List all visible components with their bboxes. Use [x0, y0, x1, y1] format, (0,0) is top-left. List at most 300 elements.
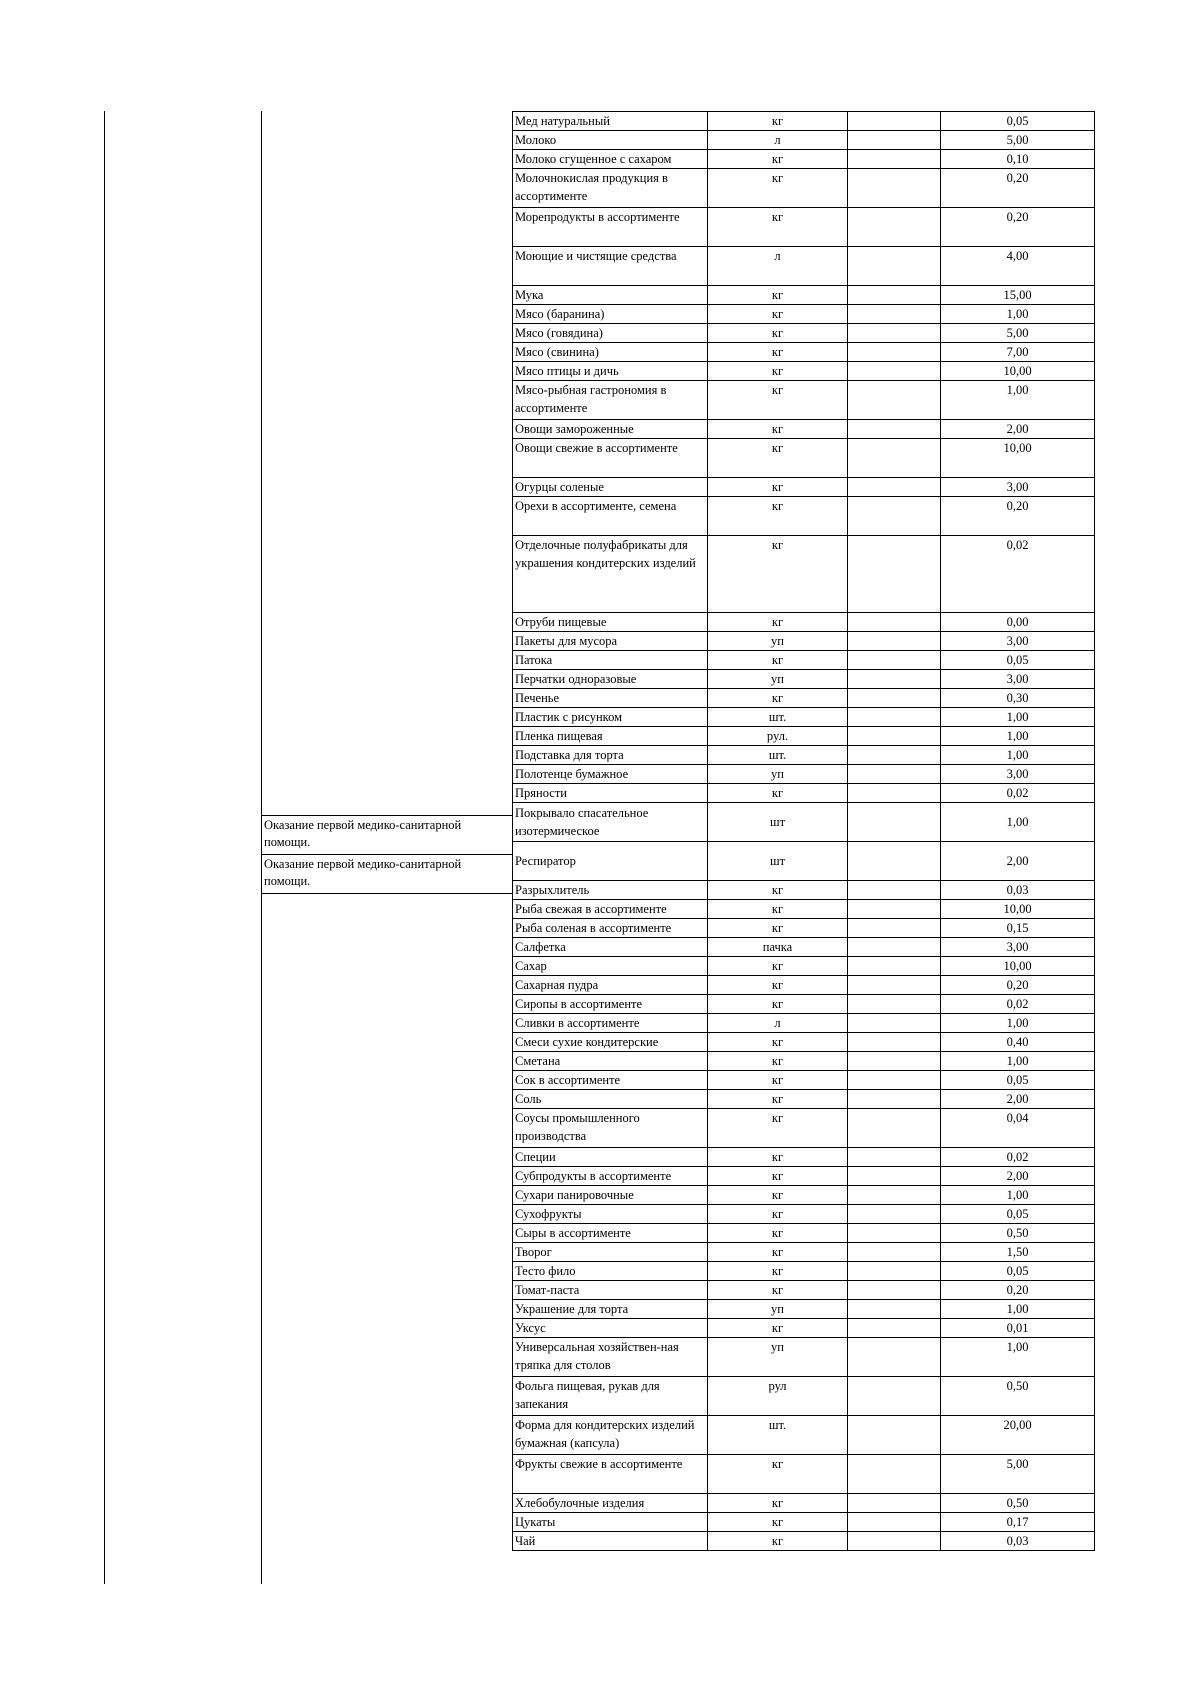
- quantity-cell: 0,20: [941, 208, 1095, 247]
- item-name-cell: Мясо (говядина): [513, 324, 708, 343]
- left-border-line: [104, 111, 105, 1584]
- side-divider-bottom: [261, 893, 512, 894]
- empty-cell: [848, 938, 941, 957]
- unit-cell: кг: [708, 1319, 848, 1338]
- empty-cell: [848, 976, 941, 995]
- item-name-cell: Пленка пищевая: [513, 727, 708, 746]
- item-name-cell: Сухофрукты: [513, 1205, 708, 1224]
- unit-cell: уп: [708, 632, 848, 651]
- empty-cell: [848, 632, 941, 651]
- quantity-cell: 3,00: [941, 938, 1095, 957]
- table-row: [513, 1167, 1095, 1186]
- empty-cell: [848, 439, 941, 478]
- empty-cell: [848, 1319, 941, 1338]
- quantity-cell: 10,00: [941, 362, 1095, 381]
- empty-cell: [848, 1494, 941, 1513]
- table-row: [513, 689, 1095, 708]
- table-row: [513, 1243, 1095, 1262]
- unit-cell: пачка: [708, 938, 848, 957]
- empty-cell: [848, 708, 941, 727]
- empty-cell: [848, 727, 941, 746]
- empty-cell: [848, 1377, 941, 1416]
- unit-cell: рул: [708, 1377, 848, 1416]
- table-row: [513, 976, 1095, 995]
- unit-cell: кг: [708, 1513, 848, 1532]
- table-row: [513, 286, 1095, 305]
- table-row: [513, 708, 1095, 727]
- table-row: [513, 613, 1095, 632]
- table-row: [513, 842, 1095, 881]
- unit-cell: кг: [708, 976, 848, 995]
- table-row: [513, 1071, 1095, 1090]
- supplies-table: [512, 111, 1095, 1551]
- unit-cell: кг: [708, 1262, 848, 1281]
- unit-cell: кг: [708, 343, 848, 362]
- table-row: [513, 746, 1095, 765]
- quantity-cell: 1,00: [941, 708, 1095, 727]
- table-row: [513, 324, 1095, 343]
- empty-cell: [848, 131, 941, 150]
- unit-cell: шт.: [708, 708, 848, 727]
- unit-cell: л: [708, 1014, 848, 1033]
- table-row: [513, 1513, 1095, 1532]
- item-name-cell: Разрыхлитель: [513, 881, 708, 900]
- unit-cell: кг: [708, 1052, 848, 1071]
- quantity-cell: 1,00: [941, 1052, 1095, 1071]
- item-name-cell: Мед натуральный: [513, 112, 708, 131]
- table-row: [513, 1494, 1095, 1513]
- table-row: [513, 784, 1095, 803]
- item-name-cell: Патока: [513, 651, 708, 670]
- unit-cell: кг: [708, 478, 848, 497]
- empty-cell: [848, 497, 941, 536]
- table-row: [513, 1300, 1095, 1319]
- table-row: [513, 497, 1095, 536]
- unit-cell: л: [708, 131, 848, 150]
- item-name-cell: Мясо (свинина): [513, 343, 708, 362]
- item-name-cell: Фрукты свежие в ассортименте: [513, 1455, 708, 1494]
- empty-cell: [848, 1416, 941, 1455]
- empty-cell: [848, 919, 941, 938]
- empty-cell: [848, 803, 941, 842]
- table-row: [513, 1148, 1095, 1167]
- item-name-cell: Овощи свежие в ассортименте: [513, 439, 708, 478]
- empty-cell: [848, 1167, 941, 1186]
- table-row: [513, 919, 1095, 938]
- empty-cell: [848, 478, 941, 497]
- empty-cell: [848, 1300, 941, 1319]
- unit-cell: кг: [708, 1090, 848, 1109]
- empty-cell: [848, 670, 941, 689]
- item-name-cell: Тесто фило: [513, 1262, 708, 1281]
- unit-cell: кг: [708, 208, 848, 247]
- item-name-cell: Цукаты: [513, 1513, 708, 1532]
- unit-cell: шт: [708, 803, 848, 842]
- supplies-table-body: [513, 112, 1095, 1551]
- unit-cell: кг: [708, 995, 848, 1014]
- table-row: [513, 1281, 1095, 1300]
- item-name-cell: Мука: [513, 286, 708, 305]
- empty-cell: [848, 536, 941, 613]
- unit-cell: кг: [708, 536, 848, 613]
- item-name-cell: Субпродукты в ассортименте: [513, 1167, 708, 1186]
- table-row: [513, 803, 1095, 842]
- table-row: [513, 670, 1095, 689]
- quantity-cell: 5,00: [941, 131, 1095, 150]
- table-row: [513, 169, 1095, 208]
- quantity-cell: 0,50: [941, 1494, 1095, 1513]
- empty-cell: [848, 208, 941, 247]
- table-row: [513, 439, 1095, 478]
- quantity-cell: 10,00: [941, 957, 1095, 976]
- item-name-cell: Творог: [513, 1243, 708, 1262]
- unit-cell: кг: [708, 112, 848, 131]
- quantity-cell: 0,05: [941, 112, 1095, 131]
- table-row: [513, 651, 1095, 670]
- quantity-cell: 2,00: [941, 842, 1095, 881]
- empty-cell: [848, 362, 941, 381]
- empty-cell: [848, 613, 941, 632]
- item-name-cell: Фольга пищевая, рукав для запекания: [513, 1377, 708, 1416]
- unit-cell: уп: [708, 670, 848, 689]
- table-row: [513, 1377, 1095, 1416]
- item-name-cell: Хлебобулочные изделия: [513, 1494, 708, 1513]
- item-name-cell: Рыба свежая в ассортименте: [513, 900, 708, 919]
- item-name-cell: Пряности: [513, 784, 708, 803]
- table-row: [513, 1262, 1095, 1281]
- item-name-cell: Респиратор: [513, 842, 708, 881]
- quantity-cell: 0,20: [941, 976, 1095, 995]
- side-label-first-aid-1: Оказание первой медико-санитарной помощи.: [264, 818, 462, 849]
- table-row: [513, 150, 1095, 169]
- item-name-cell: Подставка для торта: [513, 746, 708, 765]
- unit-cell: кг: [708, 1224, 848, 1243]
- table-row: [513, 1455, 1095, 1494]
- unit-cell: уп: [708, 1338, 848, 1377]
- quantity-cell: 1,00: [941, 305, 1095, 324]
- quantity-cell: 0,05: [941, 1262, 1095, 1281]
- empty-cell: [848, 1148, 941, 1167]
- quantity-cell: 0,02: [941, 536, 1095, 613]
- table-row: [513, 765, 1095, 784]
- quantity-cell: 1,50: [941, 1243, 1095, 1262]
- table-row: [513, 247, 1095, 286]
- quantity-cell: 0,02: [941, 995, 1095, 1014]
- unit-cell: кг: [708, 381, 848, 420]
- quantity-cell: 3,00: [941, 765, 1095, 784]
- unit-cell: шт.: [708, 1416, 848, 1455]
- empty-cell: [848, 1224, 941, 1243]
- unit-cell: кг: [708, 1532, 848, 1551]
- empty-cell: [848, 1281, 941, 1300]
- quantity-cell: 0,05: [941, 1205, 1095, 1224]
- table-row: [513, 995, 1095, 1014]
- item-name-cell: Орехи в ассортименте, семена: [513, 497, 708, 536]
- quantity-cell: 1,00: [941, 1300, 1095, 1319]
- empty-cell: [848, 381, 941, 420]
- item-name-cell: Томат-паста: [513, 1281, 708, 1300]
- quantity-cell: 0,02: [941, 784, 1095, 803]
- item-name-cell: Молоко: [513, 131, 708, 150]
- item-name-cell: Полотенце бумажное: [513, 765, 708, 784]
- unit-cell: кг: [708, 324, 848, 343]
- unit-cell: кг: [708, 1109, 848, 1148]
- quantity-cell: 10,00: [941, 439, 1095, 478]
- table-row: [513, 727, 1095, 746]
- empty-cell: [848, 1014, 941, 1033]
- table-row: [513, 478, 1095, 497]
- unit-cell: кг: [708, 1148, 848, 1167]
- item-name-cell: Пакеты для мусора: [513, 632, 708, 651]
- unit-cell: рул.: [708, 727, 848, 746]
- unit-cell: кг: [708, 1071, 848, 1090]
- item-name-cell: Мясо-рыбная гастрономия в ассортименте: [513, 381, 708, 420]
- unit-cell: л: [708, 247, 848, 286]
- quantity-cell: 0,02: [941, 1148, 1095, 1167]
- unit-cell: шт.: [708, 746, 848, 765]
- unit-cell: кг: [708, 420, 848, 439]
- empty-cell: [848, 995, 941, 1014]
- table-row: [513, 305, 1095, 324]
- unit-cell: кг: [708, 305, 848, 324]
- item-name-cell: Соль: [513, 1090, 708, 1109]
- table-row: [513, 112, 1095, 131]
- item-name-cell: Форма для кондитерских изделий бумажная (капсула): [513, 1416, 708, 1455]
- unit-cell: кг: [708, 613, 848, 632]
- empty-cell: [848, 881, 941, 900]
- item-name-cell: Мясо (баранина): [513, 305, 708, 324]
- table-row: [513, 131, 1095, 150]
- side-divider-middle: [261, 854, 512, 855]
- unit-cell: уп: [708, 1300, 848, 1319]
- quantity-cell: 20,00: [941, 1416, 1095, 1455]
- quantity-cell: 0,05: [941, 651, 1095, 670]
- empty-cell: [848, 286, 941, 305]
- table-row: [513, 536, 1095, 613]
- table-row: [513, 1224, 1095, 1243]
- quantity-cell: 0,20: [941, 1281, 1095, 1300]
- quantity-cell: 1,00: [941, 1014, 1095, 1033]
- item-name-cell: Печенье: [513, 689, 708, 708]
- empty-cell: [848, 1243, 941, 1262]
- item-name-cell: Специи: [513, 1148, 708, 1167]
- item-name-cell: Сахарная пудра: [513, 976, 708, 995]
- item-name-cell: Огурцы соленые: [513, 478, 708, 497]
- table-row: [513, 1014, 1095, 1033]
- quantity-cell: 0,15: [941, 919, 1095, 938]
- quantity-cell: 0,30: [941, 689, 1095, 708]
- table-row: [513, 632, 1095, 651]
- unit-cell: кг: [708, 1455, 848, 1494]
- empty-cell: [848, 169, 941, 208]
- empty-cell: [848, 420, 941, 439]
- item-name-cell: Сухари панировочные: [513, 1186, 708, 1205]
- unit-cell: кг: [708, 651, 848, 670]
- quantity-cell: 0,01: [941, 1319, 1095, 1338]
- section-border-line: [261, 111, 262, 1584]
- empty-cell: [848, 1532, 941, 1551]
- empty-cell: [848, 842, 941, 881]
- empty-cell: [848, 324, 941, 343]
- empty-cell: [848, 112, 941, 131]
- unit-cell: кг: [708, 439, 848, 478]
- item-name-cell: Пластик с рисунком: [513, 708, 708, 727]
- empty-cell: [848, 1186, 941, 1205]
- quantity-cell: 10,00: [941, 900, 1095, 919]
- item-name-cell: Молоко сгущенное с сахаром: [513, 150, 708, 169]
- quantity-cell: 2,00: [941, 420, 1095, 439]
- item-name-cell: Покрывало спасательное изотермическое: [513, 803, 708, 842]
- unit-cell: кг: [708, 286, 848, 305]
- empty-cell: [848, 651, 941, 670]
- quantity-cell: 1,00: [941, 1186, 1095, 1205]
- item-name-cell: Молочнокислая продукция в ассортименте: [513, 169, 708, 208]
- table-row: [513, 1033, 1095, 1052]
- table-row: [513, 1205, 1095, 1224]
- unit-cell: кг: [708, 689, 848, 708]
- quantity-cell: 1,00: [941, 746, 1095, 765]
- item-name-cell: Отделочные полуфабрикаты для украшения кондитерских изделий: [513, 536, 708, 613]
- item-name-cell: Перчатки одноразовые: [513, 670, 708, 689]
- item-name-cell: Чай: [513, 1532, 708, 1551]
- item-name-cell: Отруби пищевые: [513, 613, 708, 632]
- item-name-cell: Морепродукты в ассортименте: [513, 208, 708, 247]
- table-row: [513, 208, 1095, 247]
- empty-cell: [848, 247, 941, 286]
- quantity-cell: 0,05: [941, 1071, 1095, 1090]
- unit-cell: кг: [708, 1494, 848, 1513]
- table-row: [513, 381, 1095, 420]
- table-row: [513, 362, 1095, 381]
- unit-cell: кг: [708, 784, 848, 803]
- quantity-cell: 0,00: [941, 613, 1095, 632]
- quantity-cell: 0,03: [941, 881, 1095, 900]
- quantity-cell: 4,00: [941, 247, 1095, 286]
- unit-cell: кг: [708, 362, 848, 381]
- unit-cell: кг: [708, 1281, 848, 1300]
- empty-cell: [848, 746, 941, 765]
- quantity-cell: 1,00: [941, 727, 1095, 746]
- table-row: [513, 1338, 1095, 1377]
- quantity-cell: 5,00: [941, 1455, 1095, 1494]
- table-row: [513, 881, 1095, 900]
- quantity-cell: 0,40: [941, 1033, 1095, 1052]
- item-name-cell: Украшение для торта: [513, 1300, 708, 1319]
- empty-cell: [848, 343, 941, 362]
- empty-cell: [848, 900, 941, 919]
- empty-cell: [848, 784, 941, 803]
- item-name-cell: Моющие и чистящие средства: [513, 247, 708, 286]
- empty-cell: [848, 1513, 941, 1532]
- unit-cell: кг: [708, 919, 848, 938]
- unit-cell: кг: [708, 150, 848, 169]
- empty-cell: [848, 150, 941, 169]
- unit-cell: кг: [708, 1243, 848, 1262]
- quantity-cell: 2,00: [941, 1167, 1095, 1186]
- empty-cell: [848, 1090, 941, 1109]
- quantity-cell: 0,50: [941, 1224, 1095, 1243]
- empty-cell: [848, 1071, 941, 1090]
- empty-cell: [848, 765, 941, 784]
- quantity-cell: 3,00: [941, 478, 1095, 497]
- empty-cell: [848, 1205, 941, 1224]
- table-row: [513, 1532, 1095, 1551]
- unit-cell: кг: [708, 1167, 848, 1186]
- item-name-cell: Сок в ассортименте: [513, 1071, 708, 1090]
- quantity-cell: 1,00: [941, 381, 1095, 420]
- quantity-cell: 3,00: [941, 632, 1095, 651]
- item-name-cell: Уксус: [513, 1319, 708, 1338]
- table-row: [513, 1090, 1095, 1109]
- unit-cell: кг: [708, 881, 848, 900]
- quantity-cell: 3,00: [941, 670, 1095, 689]
- unit-cell: шт: [708, 842, 848, 881]
- empty-cell: [848, 305, 941, 324]
- quantity-cell: 1,00: [941, 803, 1095, 842]
- item-name-cell: Сиропы в ассортименте: [513, 995, 708, 1014]
- quantity-cell: 5,00: [941, 324, 1095, 343]
- item-name-cell: Смеси сухие кондитерские: [513, 1033, 708, 1052]
- item-name-cell: Сыры в ассортименте: [513, 1224, 708, 1243]
- table-row: [513, 1319, 1095, 1338]
- item-name-cell: Рыба соленая в ассортименте: [513, 919, 708, 938]
- side-label-first-aid-2: Оказание первой медико-санитарной помощи.: [264, 857, 462, 888]
- unit-cell: кг: [708, 1033, 848, 1052]
- quantity-cell: 0,10: [941, 150, 1095, 169]
- item-name-cell: Салфетка: [513, 938, 708, 957]
- table-row: [513, 1416, 1095, 1455]
- quantity-cell: 0,04: [941, 1109, 1095, 1148]
- quantity-cell: 0,20: [941, 169, 1095, 208]
- empty-cell: [848, 1052, 941, 1071]
- empty-cell: [848, 1033, 941, 1052]
- item-name-cell: Мясо птицы и дичь: [513, 362, 708, 381]
- quantity-cell: 0,50: [941, 1377, 1095, 1416]
- quantity-cell: 0,03: [941, 1532, 1095, 1551]
- unit-cell: кг: [708, 169, 848, 208]
- empty-cell: [848, 1262, 941, 1281]
- table-row: [513, 1052, 1095, 1071]
- table-row: [513, 343, 1095, 362]
- item-name-cell: Соусы промышленного производства: [513, 1109, 708, 1148]
- unit-cell: уп: [708, 765, 848, 784]
- table-row: [513, 900, 1095, 919]
- unit-cell: кг: [708, 497, 848, 536]
- table-row: [513, 1186, 1095, 1205]
- item-name-cell: Сметана: [513, 1052, 708, 1071]
- quantity-cell: 0,20: [941, 497, 1095, 536]
- table-row: [513, 1109, 1095, 1148]
- item-name-cell: Универсальная хозяйствен-ная тряпка для столов: [513, 1338, 708, 1377]
- empty-cell: [848, 1338, 941, 1377]
- table-row: [513, 957, 1095, 976]
- empty-cell: [848, 957, 941, 976]
- quantity-cell: 15,00: [941, 286, 1095, 305]
- item-name-cell: Сливки в ассортименте: [513, 1014, 708, 1033]
- quantity-cell: 0,17: [941, 1513, 1095, 1532]
- quantity-cell: 7,00: [941, 343, 1095, 362]
- table-row: [513, 938, 1095, 957]
- empty-cell: [848, 1455, 941, 1494]
- item-name-cell: Сахар: [513, 957, 708, 976]
- empty-cell: [848, 1109, 941, 1148]
- unit-cell: кг: [708, 957, 848, 976]
- quantity-cell: 2,00: [941, 1090, 1095, 1109]
- table-row: [513, 420, 1095, 439]
- side-divider-top: [261, 815, 512, 816]
- quantity-cell: 1,00: [941, 1338, 1095, 1377]
- item-name-cell: Овощи замороженные: [513, 420, 708, 439]
